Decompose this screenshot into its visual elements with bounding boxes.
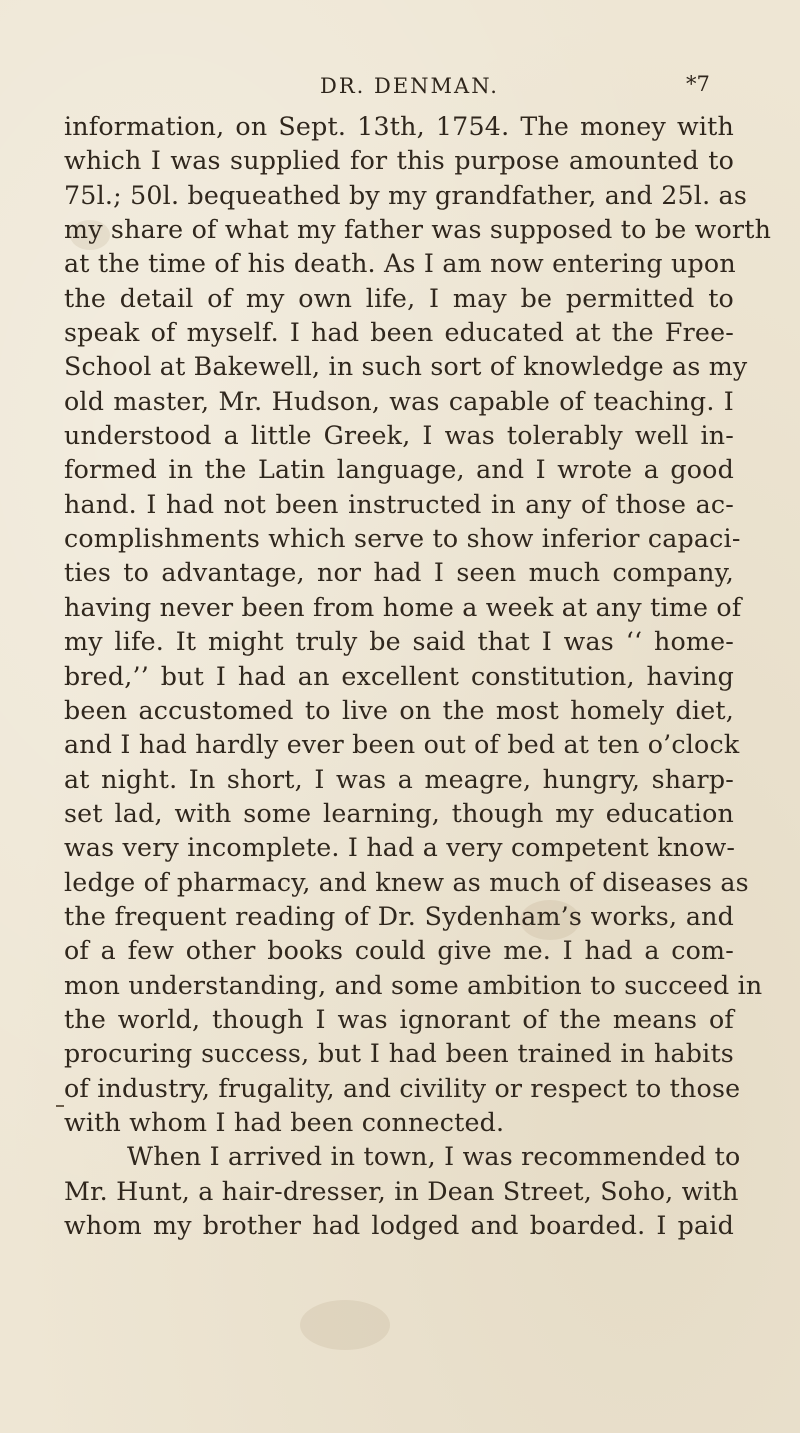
text-line: was very incomplete. I had a very competent know- [64, 833, 736, 863]
text-line: procuring success, but I had been trained in habits [64, 1039, 734, 1069]
text-line: at the time of his death. As I am now entering upon [64, 249, 736, 279]
page-mark: *7 [686, 72, 710, 96]
text-line: ties to advantage, nor had I seen much company, [64, 558, 734, 588]
text-line: hand. I had not been instructed in any of those ac- [64, 489, 734, 519]
text-line: been accustomed to live on the most homely diet, [64, 695, 734, 725]
stray-ink-mark [56, 1105, 64, 1107]
text-line: understood a little Greek, I was tolerably well in- [64, 421, 734, 451]
text-line: the world, though I was ignorant of the means of [64, 1004, 734, 1034]
text-line: information, on Sept. 13th, 1754. The money with [64, 112, 734, 141]
text-line: my life. It might truly be said that I was ‘‘ home- [64, 627, 734, 657]
page-header [0, 74, 800, 104]
text-line: formed in the Latin language, and I wrote a good [64, 455, 734, 485]
text-line: When I arrived in town, I was recommended to [127, 1142, 741, 1172]
text-line: whom my brother had lodged and boarded. I paid [64, 1211, 734, 1240]
text-line: of a few other books could give me. I had a com- [64, 936, 734, 966]
text-line: Mr. Hunt, a hair-dresser, in Dean Street, Soho, with [64, 1176, 739, 1206]
text-line: and I had hardly ever been out of bed at ten o’clock [64, 730, 740, 760]
text-line: bred,’’ but I had an excellent constitution, having [64, 661, 734, 691]
text-line: at night. In short, I was a meagre, hungry, sharp- [64, 764, 734, 794]
text-line: which I was supplied for this purpose amounted to [64, 146, 734, 176]
text-line: 75l.; 50l. bequeathed by my grandfather, and 25l. as [64, 180, 748, 210]
text-line: mon understanding, and some ambition to succeed in [64, 970, 763, 1000]
text-line: School at Bakewell, in such sort of knowledge as my [64, 352, 748, 382]
text-line: old master, Mr. Hudson, was capable of teaching. I [64, 386, 734, 416]
running-head: DR. DENMAN. [320, 74, 499, 98]
text-line: set lad, with some learning, though my education [64, 798, 734, 828]
text-line: having never been from home a week at any time of [64, 592, 742, 622]
text-line: of industry, frugality, and civility or respect to those [64, 1073, 741, 1103]
paper-stain [300, 1300, 390, 1350]
text-line: my share of what my father was supposed to be worth [64, 215, 772, 245]
text-line: with whom I had been connected. [64, 1107, 505, 1137]
text-line: the frequent reading of Dr. Sydenham’s works, and [64, 901, 734, 931]
text-line: the detail of my own life, I may be permitted to [64, 283, 734, 313]
text-line: ledge of pharmacy, and knew as much of diseases as [64, 867, 749, 897]
text-line: speak of myself. I had been educated at the Free- [64, 318, 734, 348]
text-line: complishments which serve to show inferior capaci- [64, 524, 741, 554]
body-text [64, 110, 772, 1243]
